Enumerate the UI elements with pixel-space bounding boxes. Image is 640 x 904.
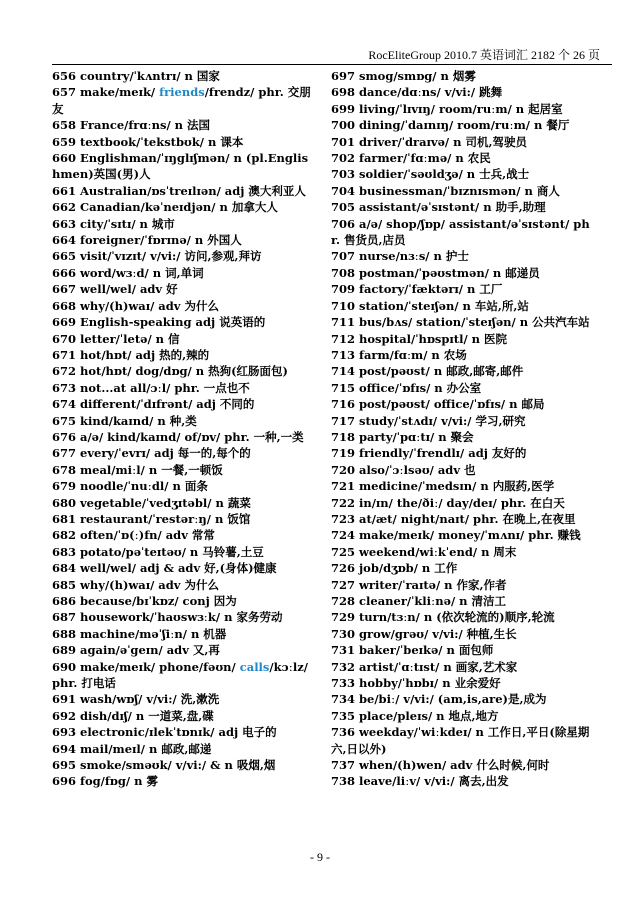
vocab-entry [331, 248, 593, 264]
entry-text: medicine/ˈmedsɪn/ n 内服药,医学 [359, 479, 555, 494]
vocab-entry [331, 84, 593, 100]
vocab-entry [331, 183, 593, 199]
entry-number: 732 [331, 659, 356, 674]
entry-text: because/bɪˈkɒz/ conj 因为 [80, 594, 237, 608]
vocab-entry [331, 544, 593, 560]
entry-number: 669 [52, 315, 77, 330]
entry-number: 702 [331, 151, 356, 166]
entry-text: writer/ˈraɪtə/ n 作家,作者 [359, 577, 507, 592]
entry-number: 721 [331, 479, 356, 494]
entry-number: 686 [52, 594, 77, 608]
entry-text: dining/ˈdaɪnɪŋ/ room/ruːm/ n 餐厅 [359, 118, 570, 133]
entry-number: 735 [331, 708, 356, 723]
entry-number: 711 [331, 315, 356, 330]
entry-number: 724 [331, 528, 356, 543]
entry-number: 690 [52, 659, 77, 674]
vocab-entry [331, 265, 593, 281]
vocab-entry [52, 659, 316, 692]
entry-text: often/ˈɒ(ː)fn/ adv 常常 [80, 528, 215, 543]
entry-text: driver/ˈdraɪvə/ n 司机,驾驶员 [359, 134, 527, 149]
entry-text: cleaner/ˈkliːnə/ n 清洁工 [359, 594, 507, 608]
vocab-entry [52, 150, 316, 183]
vocab-entry [52, 380, 316, 396]
entry-text: farm/fɑːm/ n 农场 [359, 347, 467, 362]
entry-number: 696 [52, 774, 77, 789]
highlighted-word: calls [239, 659, 270, 674]
entry-number: 676 [52, 429, 77, 444]
entry-number: 662 [52, 200, 77, 215]
vocab-entry [331, 577, 593, 593]
entry-number: 692 [52, 708, 77, 723]
vocab-entry [331, 724, 593, 757]
vocab-entry [52, 298, 316, 314]
entry-text: wash/wɒʃ/ v/vi:/ 洗,漱洗 [80, 692, 220, 707]
entry-text: in/ɪn/ the/ðiː/ day/deɪ/ phr. 在白天 [359, 495, 565, 510]
entry-number: 660 [52, 151, 77, 166]
entry-number: 689 [52, 643, 77, 658]
entry-text: be/biː/ v/vi:/ (am,is,are)是,成为 [359, 692, 547, 707]
vocab-entry [52, 741, 316, 757]
entry-text: also/ˈɔːlsəʊ/ adv 也 [359, 462, 476, 477]
vocab-entry [331, 560, 593, 576]
entry-number: 656 [52, 69, 77, 83]
vocab-entry [331, 166, 593, 182]
entry-text: textbook/ˈtekstbʊk/ n 课本 [80, 134, 244, 149]
entry-number: 712 [331, 331, 356, 346]
entry-text: why/(h)waɪ/ adv 为什么 [80, 298, 219, 313]
header-rule [52, 64, 612, 65]
entry-text: friendly/ˈfrendlɪ/ adj 友好的 [359, 446, 527, 461]
entry-text: post/pəʊst/ office/ˈɒfɪs/ n 邮局 [359, 397, 545, 412]
entry-number: 695 [52, 758, 77, 773]
entry-number: 723 [331, 511, 356, 526]
entry-number: 683 [52, 544, 77, 559]
entry-text: vegetable/ˈvedʒɪtəbl/ n 蔬菜 [80, 495, 251, 510]
entry-number: 726 [331, 561, 356, 576]
entry-number: 715 [331, 380, 356, 395]
vocab-entry [52, 396, 316, 412]
entry-text: letter/ˈletə/ n 信 [80, 331, 180, 346]
entry-number: 729 [331, 610, 356, 625]
entry-text: Australian/ɒsˈtreɪlɪən/ adj 澳大利亚人 [80, 183, 306, 198]
entry-number: 738 [331, 774, 356, 789]
entry-text: station/ˈsteɪʃən/ n 车站,所,站 [359, 298, 529, 313]
entry-number: 688 [52, 626, 77, 641]
entry-text: living/ˈlɪvɪŋ/ room/ruːm/ n 起居室 [359, 101, 563, 116]
entry-number: 703 [331, 167, 356, 182]
vocab-entry [331, 396, 593, 412]
vocab-entry [52, 232, 316, 248]
vocab-entry [331, 101, 593, 117]
entry-number: 684 [52, 561, 77, 576]
entry-number: 682 [52, 528, 77, 543]
entry-number: 734 [331, 692, 356, 707]
entry-text: dance/dɑːns/ v/vi:/ 跳舞 [359, 85, 503, 100]
entry-number: 670 [52, 331, 77, 346]
entry-text: visit/ˈvɪzɪt/ v/vi:/ 访问,参观,拜访 [80, 249, 262, 264]
vocab-entry [331, 216, 593, 249]
entry-text: hot/hɒt/ dog/dɒg/ n 热狗(红肠面包) [80, 364, 288, 379]
entry-number: 680 [52, 495, 77, 510]
entry-text: job/dʒɒb/ n 工作 [359, 561, 458, 576]
vocab-entry [331, 675, 593, 691]
vocab-entry [331, 445, 593, 461]
entry-text: machine/məˈʃiːn/ n 机器 [80, 626, 227, 641]
entry-text: meal/miːl/ n 一餐,一顿饭 [80, 462, 223, 477]
vocab-entry [52, 199, 316, 215]
vocab-entry [52, 117, 316, 133]
entry-text: different/ˈdɪfrənt/ adj 不同的 [80, 397, 255, 412]
entry-text: restaurant/ˈrestərːŋ/ n 饭馆 [80, 511, 251, 526]
vocab-entry [52, 216, 316, 232]
entry-number: 674 [52, 397, 77, 412]
entry-text: Englishman/ˈɪŋglɪʃmən/ n (pl.Englishmen)英国(男)人 [52, 151, 309, 182]
entry-number: 699 [331, 101, 356, 116]
entry-text: mail/meɪl/ n 邮政,邮递 [80, 741, 212, 756]
vocab-entry [331, 347, 593, 363]
entry-number: 705 [331, 200, 356, 215]
entry-text: hobby/ˈhɒbɪ/ n 业余爱好 [359, 676, 501, 691]
entry-number: 675 [52, 413, 77, 428]
vocab-entry [331, 298, 593, 314]
vocab-entry [52, 511, 316, 527]
entry-text: place/pleɪs/ n 地点,地方 [359, 708, 499, 723]
entry-number: 664 [52, 233, 77, 248]
entry-text: foreigner/ˈfɒrɪnə/ n 外国人 [80, 233, 242, 248]
vocab-entry [52, 560, 316, 576]
entry-text: potato/pəˈteɪtəʊ/ n 马铃薯,土豆 [80, 544, 264, 559]
entry-text: study/ˈstʌdɪ/ v/vi:/ 学习,研究 [359, 413, 526, 428]
vocab-entry [52, 281, 316, 297]
vocab-entry [331, 429, 593, 445]
page-header: RocEliteGroup 2010.7 英语词汇 2182 个 26 页 [368, 48, 600, 62]
page-number: - 9 - [310, 850, 330, 864]
vocab-entry [331, 134, 593, 150]
vocab-entry [52, 757, 316, 773]
vocab-entry [331, 363, 593, 379]
entry-text: businessman/ˈbɪznɪsmən/ n 商人 [359, 183, 560, 198]
entry-text: well/wel/ adv 好 [80, 282, 178, 297]
entry-number: 731 [331, 643, 356, 658]
entry-text: hot/hɒt/ adj 热的,辣的 [80, 347, 210, 362]
entry-number: 667 [52, 282, 77, 297]
entry-text: a/ə/ shop/ʃɒp/ assistant/əˈsɪstənt/ phr. 售货员,店员 [331, 216, 590, 248]
vocab-entry [52, 445, 316, 461]
entry-number: 736 [331, 725, 356, 740]
entry-text: artist/ˈɑːtɪst/ n 画家,艺术家 [359, 659, 518, 674]
vocab-entry [52, 314, 316, 330]
entry-number: 657 [52, 85, 77, 100]
entry-number: 677 [52, 446, 77, 461]
entry-number: 691 [52, 692, 77, 707]
vocab-entry [52, 413, 316, 429]
entry-text: why/(h)waɪ/ adv 为什么 [80, 577, 219, 592]
entry-text: kind/kaɪnd/ n 种,类 [80, 413, 197, 428]
entry-text: make/meɪk/ money/ˈmʌnɪ/ phr. 赚钱 [359, 528, 581, 543]
vocab-entry [331, 199, 593, 215]
entry-text: office/ˈɒfɪs/ n 办公室 [359, 380, 482, 395]
entry-text: word/wɜːd/ n 词,单词 [80, 265, 204, 280]
vocab-entry [52, 544, 316, 560]
entry-number: 717 [331, 413, 356, 428]
vocab-entry [331, 659, 593, 675]
entry-number: 701 [331, 134, 356, 149]
entry-text: hospital/ˈhɒspɪtl/ n 医院 [359, 331, 508, 346]
vocab-entry [331, 150, 593, 166]
vocab-entry [52, 708, 316, 724]
entry-number: 719 [331, 446, 356, 461]
entry-number: 722 [331, 495, 356, 510]
entry-number: 673 [52, 380, 77, 395]
vocab-entry [52, 347, 316, 363]
entry-text: well/wel/ adj & adv 好,(身体)健康 [80, 561, 277, 576]
entry-number: 704 [331, 183, 356, 198]
vocab-entry [52, 248, 316, 264]
entry-number: 737 [331, 758, 356, 773]
entry-number: 728 [331, 594, 356, 608]
vocab-entry [331, 511, 593, 527]
entry-number: 716 [331, 397, 356, 412]
entry-number: 718 [331, 429, 356, 444]
vocab-entry [52, 527, 316, 543]
vocab-entry [331, 527, 593, 543]
entry-text: assistant/əˈsɪstənt/ n 助手,助理 [359, 200, 546, 215]
entry-text: fog/fɒg/ n 雾 [80, 774, 158, 789]
vocab-entry [331, 68, 593, 84]
vocab-entry [52, 183, 316, 199]
vocab-entry [52, 265, 316, 281]
vocab-entry [52, 68, 316, 84]
entry-number: 661 [52, 183, 77, 198]
entry-number: 685 [52, 577, 77, 592]
entry-number: 693 [52, 725, 77, 740]
entry-number: 694 [52, 741, 77, 756]
entry-text: weekend/wiːkˈend/ n 周末 [359, 544, 517, 559]
vocab-entry [331, 708, 593, 724]
vocab-entry [331, 495, 593, 511]
entry-text: party/ˈpɑːtɪ/ n 聚会 [359, 429, 474, 444]
entry-text: not...at all/ɔːl/ phr. 一点也不 [80, 380, 250, 395]
entry-text-rest: /frendz/ phr. 交朋友 [52, 85, 311, 116]
entry-number: 700 [331, 118, 356, 133]
entry-text: postman/ˈpəʊstmən/ n 邮递员 [359, 265, 540, 280]
entry-number: 697 [331, 69, 356, 83]
vocab-entry [331, 380, 593, 396]
entry-number: 687 [52, 610, 77, 625]
entry-text: soldier/ˈsəʊldʒə/ n 士兵,战士 [359, 167, 530, 182]
entry-text: electronic/ɪlekˈtɒnɪk/ adj 电子的 [80, 725, 277, 740]
vocab-entry [331, 117, 593, 133]
vocab-entry [52, 429, 316, 445]
vocab-entry [331, 281, 593, 297]
vocab-entry [52, 84, 316, 117]
entry-text: factory/ˈfæktərɪ/ n 工厂 [359, 282, 503, 297]
entry-text: a/ə/ kind/kaɪnd/ of/ɒv/ phr. 一种,一类 [80, 429, 304, 444]
vocab-entry [331, 773, 593, 789]
vocab-entry [52, 134, 316, 150]
entry-text: when/(h)wen/ adv 什么时候,何时 [359, 758, 550, 773]
entry-text-rest: /kɔːlz/ phr. 打电话 [52, 659, 308, 691]
vocab-entry [331, 593, 593, 609]
vocab-entry [52, 478, 316, 494]
entry-number: 678 [52, 462, 77, 477]
entry-number: 663 [52, 216, 77, 231]
vocab-entry [52, 691, 316, 707]
entry-number: 706 [331, 216, 356, 231]
vocab-entry [331, 626, 593, 642]
entry-text: bus/bʌs/ station/ˈsteɪʃən/ n 公共汽车站 [359, 315, 590, 330]
highlighted-word: friends [159, 85, 205, 100]
vocab-entry [331, 691, 593, 707]
entry-text: turn/tɜːn/ n (依次轮流的)顺序,轮流 [359, 610, 555, 625]
entry-number: 713 [331, 347, 356, 362]
vocab-entry [331, 314, 593, 330]
vocab-entry [331, 642, 593, 658]
entry-text: at/æt/ night/naɪt/ phr. 在晚上,在夜里 [359, 511, 576, 526]
entry-text: post/pəʊst/ n 邮政,邮寄,邮件 [359, 364, 524, 379]
entry-text: nurse/nɜːs/ n 护士 [359, 249, 469, 264]
right-column [331, 68, 593, 790]
entry-text: every/ˈevrɪ/ adj 每一的,每个的 [80, 446, 251, 461]
entry-text: smoke/sməʊk/ v/vi:/ & n 吸烟,烟 [80, 758, 276, 773]
entry-number: 658 [52, 118, 77, 133]
entry-text: make/meɪk/ phone/fəʊn/ [80, 659, 240, 674]
entry-text: baker/ˈbeɪkə/ n 面包师 [359, 643, 494, 658]
vocab-entry [331, 462, 593, 478]
entry-text: again/əˈgeɪn/ adv 又,再 [80, 643, 220, 658]
entry-number: 665 [52, 249, 77, 264]
entry-text: Canadian/kəˈneɪdjən/ n 加拿大人 [80, 200, 278, 215]
vocab-entry [52, 593, 316, 609]
entry-number: 668 [52, 298, 77, 313]
vocab-entry [331, 757, 593, 773]
entry-text: leave/liːv/ v/vi:/ 离去,出发 [359, 774, 509, 789]
entry-text: noodle/ˈnuːdl/ n 面条 [80, 479, 208, 494]
vocab-entry [52, 331, 316, 347]
entry-text: grow/grəʊ/ v/vi:/ 种植,生长 [359, 626, 517, 641]
entry-text: France/frɑːns/ n 法国 [80, 118, 211, 133]
entry-number: 666 [52, 265, 77, 280]
entry-text: English-speaking adj 说英语的 [80, 315, 266, 330]
entry-number: 714 [331, 364, 356, 379]
entry-number: 672 [52, 364, 77, 379]
entry-text: make/meɪk/ [80, 85, 160, 100]
entry-number: 725 [331, 544, 356, 559]
entry-text: weekday/ˈwiːkdeɪ/ n 工作日,平日(除星期六,日以外) [331, 725, 590, 756]
vocab-entry [331, 478, 593, 494]
entry-text: country/ˈkʌntrɪ/ n 国家 [80, 69, 220, 83]
vocab-entry [52, 609, 316, 625]
vocab-entry [52, 462, 316, 478]
entry-number: 659 [52, 134, 77, 149]
entry-number: 733 [331, 676, 356, 691]
entry-number: 708 [331, 265, 356, 280]
entry-number: 727 [331, 577, 356, 592]
entry-number: 707 [331, 249, 356, 264]
vocab-entry [52, 626, 316, 642]
vocab-entry [331, 413, 593, 429]
vocab-entry [331, 331, 593, 347]
entry-text: farmer/ˈfɑːmə/ n 农民 [359, 151, 491, 166]
entry-text: city/ˈsɪtɪ/ n 城市 [80, 216, 175, 231]
entry-number: 709 [331, 282, 356, 297]
vocab-entry [52, 577, 316, 593]
entry-text: dish/dɪʃ/ n 一道菜,盘,碟 [80, 708, 214, 723]
entry-number: 681 [52, 511, 77, 526]
left-column [52, 68, 316, 790]
entry-text: housework/ˈhaʊswɜːk/ n 家务劳动 [80, 610, 283, 625]
vocab-entry [52, 363, 316, 379]
vocab-entry [52, 724, 316, 740]
entry-number: 698 [331, 85, 356, 100]
entry-number: 671 [52, 347, 77, 362]
entry-number: 710 [331, 298, 356, 313]
vocab-entry [52, 642, 316, 658]
entry-number: 730 [331, 626, 356, 641]
entry-number: 720 [331, 462, 356, 477]
entry-text: smog/smɒg/ n 烟雾 [359, 69, 476, 83]
vocab-entry [52, 495, 316, 511]
vocab-entry [52, 773, 316, 789]
entry-number: 679 [52, 479, 77, 494]
vocab-entry [331, 609, 593, 625]
